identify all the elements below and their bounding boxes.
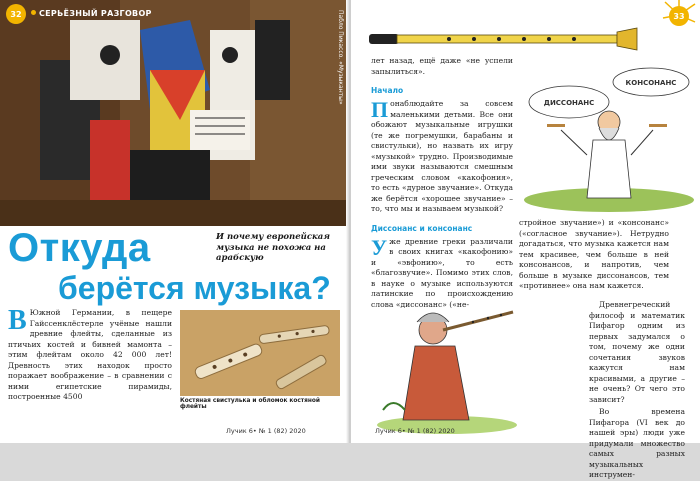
page-number-right: 33 (673, 11, 685, 21)
balloon-dissonance: ДИССОНАНС (543, 99, 595, 107)
picasso-painting (0, 0, 349, 226)
intro-text: лет назад, ещё даже «не успели запылиться». (371, 56, 513, 76)
section1-dropcap: П (371, 97, 389, 122)
section2-dropcap: У (371, 234, 388, 260)
col3-text-2: Во времена Пифагора (VI век до нашей эры) люди уже придумали множество самых разных музыкальных инструмен- (589, 407, 685, 479)
col2-text: стройное звучание») и «консонанс» («согласное звучание»). Нетрудно догадаться, что музыка кажется нам тем красивее, чем больше в ней консонансов, и напротив, чем больше в музыке диссонансов, тем «противнее» она нам кажется. (519, 218, 669, 290)
page-number-badge-right (669, 6, 689, 26)
section-title-beginning: Начало (371, 86, 404, 95)
section2-body: же древние греки различали в своих книгах «какофонию» и «эвфонию», то есть «благозвучие». Помимо этих слов, в науке о музыке используются латинские по происхождению слова «диссонанс» («не- (371, 236, 513, 309)
page-number-badge (6, 4, 26, 24)
rubric-dot-icon (31, 10, 36, 15)
philosopher-illustration (521, 60, 696, 212)
page-footer: Лучик 6• № 1 (82) 2020 (226, 427, 306, 435)
painting-caption: Пабло Пикассо. «Музыканты» (337, 10, 344, 105)
photo-caption: Костяная свистулька и обломок костяной флейты (180, 398, 320, 410)
section-beginning-text (371, 99, 513, 215)
subtitle: И почему европейская музыка не похожа на арабскую (216, 232, 331, 263)
title-line-1: Откуда (8, 226, 151, 270)
right-column-1 (371, 56, 513, 310)
bone-flute-photo (180, 310, 340, 396)
rubric-label (31, 9, 152, 18)
right-column-2 (519, 218, 669, 292)
title-line-2: берётся музыка? (58, 270, 331, 306)
right-page (351, 0, 700, 479)
lead-paragraph (8, 305, 172, 403)
page-number: 32 (10, 9, 22, 19)
bone-flute-illustration (180, 310, 340, 396)
page-footer-right: Лучик 6• № 1 (82) 2020 (375, 427, 455, 435)
lead-dropcap: В (8, 305, 27, 336)
recorder-illustration (369, 24, 639, 54)
balloon-consonance: КОНСОНАНС (625, 79, 677, 87)
painting-illustration (0, 0, 349, 226)
section1-body: онаблюдайте за совсем маленькими детьми. Все они обожают музыкальные игрушки (те же погремушки, барабаны и свистульки), но назвать их игру «музыкой» трудно. Производимые ими звуки называются смешным греческим словом «какофония», то есть «дурное звучание». Откуда же берётся «хорошее звучание» – то, что мы и называем музыкой? (371, 99, 513, 213)
left-page (0, 0, 349, 443)
rubric-text: СЕРЬЁЗНЫЙ РАЗГОВОР (39, 9, 152, 18)
greek-player-illustration (373, 300, 521, 435)
col3-text-1: Древнегреческий философ и математик Пифагор одним из первых задумался о том, почему же одни сочетания звуков кажутся нам красивыми, а другие – не очень? От чего это зависит? (589, 300, 685, 404)
section-title-dissonance: Диссонанс и консонанс (371, 223, 473, 233)
lead-text: Южной Германии, в пещере Гайссенклёстерле учёные нашли древние флейты, сделанные из птичьих костей и бивней мамонта – этим флейтам около 42 000 лет! Древность этих находок просто поражает воображение – в сравнении с ними египетские пирамиды, построенные 4500 (8, 308, 172, 401)
right-column-3 (589, 300, 685, 481)
section-dissonance-text (371, 234, 513, 311)
